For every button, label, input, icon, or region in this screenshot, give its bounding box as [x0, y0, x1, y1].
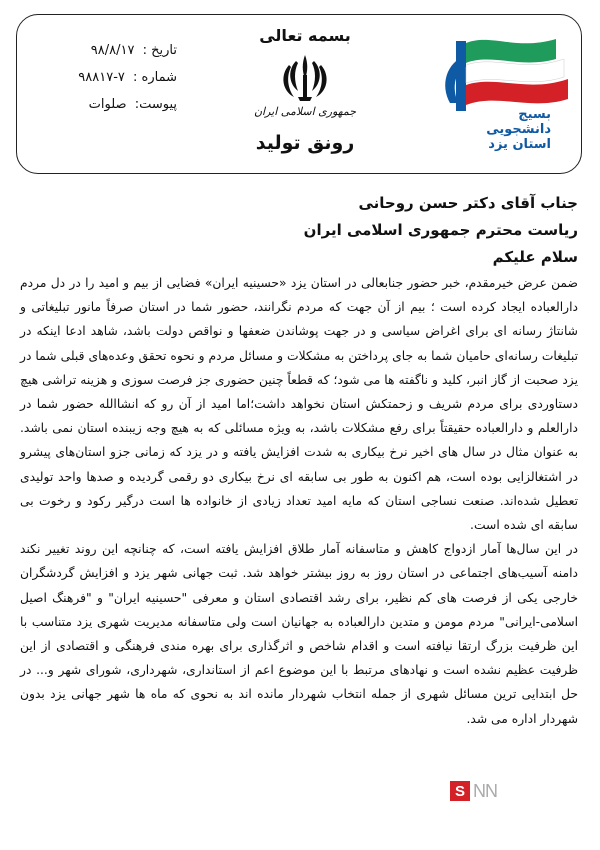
watermark-text: NN — [473, 780, 497, 801]
date-value: ۹۸/۸/۱۷ — [90, 43, 135, 58]
paragraph-1: ضمن عرض خیرمقدم، خبر حضور جنابعالی در استان یزد «حسینیه ایران» فضایی از بیم و امید را در دل مردم دارالعباده ایجاد کرده است ؛ بیم از آن جهت که مردم نگرانند، حضور شما در استان صرفاً مانور تبلیغاتی و شانتاژ رسانه ای برای اغراض سیاسی و در جهت پوشاندن ضعفها و نواقص دولت باشد، شاهد ادعا اینکه در تبلیغات رسانه‌ای حامیان شما به جای پرداختن به مشکلات و مسائل مردم و نحوه تحقق وعده‌های قبلی شما در یزد صحبت از گاز انبر، کلید و ناگفته ها می شود؛ که قطعاً چنین حضوری جز فرصت سوزی و هزینه تراشی هیچ دستاوردی برای مردم شریف و زحمتکش استان نخواهد داشت؛اما امید از آن رو که انشاالله حضور شما در دارالعلم و دارالعباده حقیقتاً برای رفع مشکلات باشد، به ویژه مسائلی که به هیچ وجه زیبنده استان نمی باشد. به عنوان مثال در سال های اخیر نرخ بیکاری به شدت افزایش یافته و در یزد که زمانی جزو استان‌های پیشرو در اشتغالزایی بوده است، هم اکنون به طور بی سابقه ای نرخ بیکاری دو رقمی گردیده و صدها واحد تولیدی تعطیل شده‌اند. صنعت نساجی استان که مایه امید تعداد زیادی از خانواده ها است درگیر رکود و رخوت بی سابقه ای شده است. — [20, 276, 578, 533]
republic-caption: جمهوری اسلامی ایران — [253, 105, 357, 118]
number-value: ۷-۹۸۸۱۷ — [78, 70, 125, 85]
snn-watermark — [450, 778, 536, 804]
date-row — [27, 37, 177, 64]
letterhead — [16, 14, 582, 174]
logo-line-1: بسیج — [518, 107, 551, 122]
letter-meta — [27, 37, 177, 118]
attachment-value: صلوات — [88, 97, 127, 112]
attachment-row — [27, 91, 177, 118]
watermark-box: S — [450, 781, 470, 801]
header-center — [235, 25, 375, 155]
letter-body — [20, 190, 578, 731]
addressee: جناب آقای دکتر حسن روحانی — [358, 194, 578, 212]
attachment-label: پیوست: — [134, 97, 177, 112]
iran-emblem-icon — [280, 51, 330, 103]
paragraph-2: در این سال‌ها آمار ازدواج کاهش و متاسفانه آمار طلاق افزایش یافته است، که چنانچه این روند تغییر نکند دامنه آسیب‌های اجتماعی در استان روز به روز بیشتر خواهد شد. ثبت جهانی شهر یزد و افزایش گردشگران خارجی یکی از فرصت های کم نظیر، برای رشد اقتصادی استان و معرفی "حسینیه ایران" و "فرهنگ اصیل اسلامی-ایرانی" مردم مومن و متدین دارالعباده به جهانیان است ولی متاسفانه مدیریت شهری یزد متناسب با این ظرفیت بزرگ ارتقا نیافته است و اقدام شاخص و اثرگذاری برای بهره مندی فرهنگی و اقتصادی از این ظرفیت عظیم نشده است و نهادهای مرتبط با این موضوع اعم از استانداری، شهرداری، شورای شهر و... در حل ابتدایی ترین مسائل شهری از جمله انتخاب شهردار مانده اند به نحوی که ماه ها شهر جهانی یزد بدون شهردار اداره می شد. — [20, 542, 578, 726]
date-label: تاریخ : — [142, 43, 177, 58]
flag-logo-icon — [436, 33, 571, 111]
slogan-text: رونق تولید — [255, 132, 355, 154]
logo-line-2: دانشجویی — [486, 122, 551, 137]
addressee-title: ریاست محترم جمهوری اسلامی ایران — [303, 221, 578, 239]
number-row — [27, 64, 177, 91]
number-label: شماره : — [133, 70, 177, 85]
logo-line-3: استان یزد — [488, 137, 551, 152]
basij-logo — [421, 25, 571, 165]
bismillah-heading: بسمه تعالی — [259, 26, 351, 45]
greeting: سلام علیکم — [492, 248, 578, 266]
